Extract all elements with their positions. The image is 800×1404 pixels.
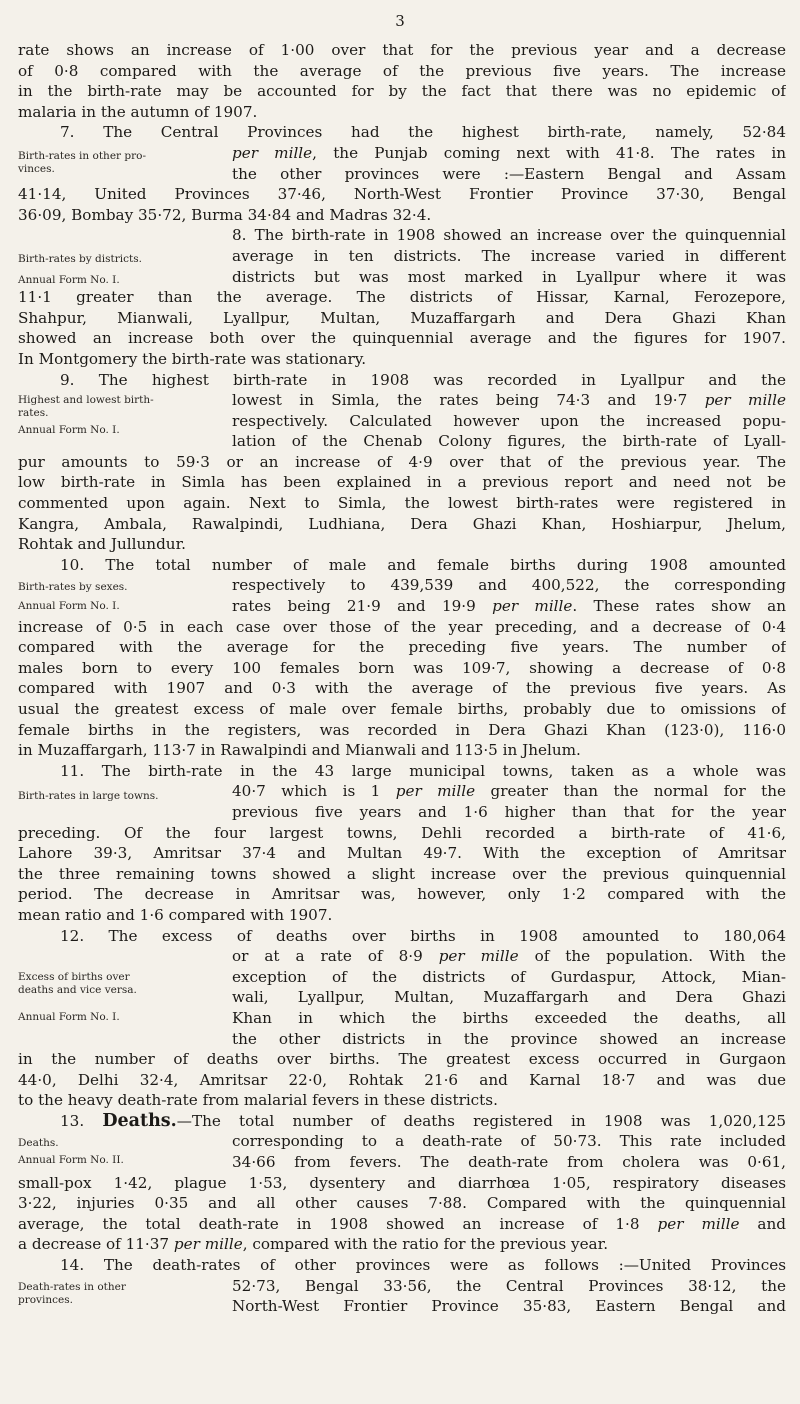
text-line: rates being 21·9 and 19·9 per mille. These rates show an xyxy=(232,597,786,616)
text-line: period. The decrease in Amritsar was, however, only 1·2 compared with the xyxy=(18,885,786,904)
text-line: mean ratio and 1·6 compared with 1907. xyxy=(18,905,333,924)
text-line: per mille, the Punjab coming next with 41·8. The rates in xyxy=(232,143,786,162)
text-line: compared with the average for the preceding five years. The number of xyxy=(18,638,786,657)
text-line: preceding. Of the four largest towns, Dehli recorded a birth-rate of 41·6, xyxy=(18,823,786,842)
text-line: 12. The excess of deaths over births in 1908 amounted to 180,064 xyxy=(60,926,786,945)
text-line: female births in the registers, was recorded in Dera Ghazi Khan (123·0), 116·0 xyxy=(18,720,786,739)
text-line: lation of the Chenab Colony figures, the birth-rate of Lyall- xyxy=(232,432,786,451)
text-line: lowest in Simla, the rates being 74·3 and 19·7 per mille xyxy=(232,391,786,410)
text-line: showed an increase both over the quinquennial average and the figures for 1907. xyxy=(18,329,786,348)
page-number: 3 xyxy=(395,12,405,30)
text-line: compared with 1907 and 0·3 with the average of the previous five years. As xyxy=(18,679,786,698)
text-line: Lahore 39·3, Amritsar 37·4 and Multan 49·7. With the exception of Amritsar xyxy=(18,844,786,863)
text-line: corresponding to a death-rate of 50·73. This rate included xyxy=(232,1132,786,1151)
text-line: 36·09, Bombay 35·72, Burma 34·84 and Madras 32·4. xyxy=(18,205,432,224)
text-line: 41·14, United Provinces 37·46, North-West Frontier Province 37·30, Bengal xyxy=(18,185,786,204)
text-line: to the heavy death-rate from malarial fevers in these districts. xyxy=(18,1091,498,1110)
text-line: 8. The birth-rate in 1908 showed an increase over the quinquennial xyxy=(232,226,786,245)
margin-note: Birth-rates by sexes. Annual Form No. I. xyxy=(18,580,128,612)
text-line: Shahpur, Mianwali, Lyallpur, Multan, Muzaffargarh and Dera Ghazi Khan xyxy=(18,308,786,327)
text-line: the other provinces were :—Eastern Bengal and Assam xyxy=(232,164,786,183)
text-line: districts but was most marked in Lyallpur where it was xyxy=(232,267,786,286)
text-line: exception of the districts of Gurdaspur, Attock, Mian- xyxy=(232,967,786,986)
text-line: a decrease of 11·37 per mille, compared with the ratio for the previous year. xyxy=(18,1235,609,1254)
text-line: average in ten districts. The increase varied in different xyxy=(232,246,786,265)
text-line: usual the greatest excess of male over female births, probably due to omissions of xyxy=(18,700,786,718)
text-line: 40·7 which is 1 per mille greater than the normal for the xyxy=(232,782,786,801)
text-line: 11. The birth-rate in the 43 large municipal towns, taken as a whole was xyxy=(60,761,786,780)
text-line: 11·1 greater than the average. The districts of Hissar, Karnal, Ferozepore, xyxy=(18,288,786,307)
text-line: respectively to 439,539 and 400,522, the corresponding xyxy=(232,576,786,595)
text-line: Rohtak and Jullundur. xyxy=(18,535,187,554)
paragraph-continuation xyxy=(18,40,786,122)
text-line: Kangra, Ambala, Rawalpindi, Ludhiana, Dera Ghazi Khan, Hoshiarpur, Jhelum, xyxy=(18,514,786,533)
text-line: North-West Frontier Province 35·83, Eastern Bengal and xyxy=(232,1297,786,1316)
text-line: in the number of deaths over births. The greatest excess occurred in Gurgaon xyxy=(18,1050,786,1069)
text-line: In Montgomery the birth-rate was stationary. xyxy=(18,349,367,368)
text-line: 44·0, Delhi 32·4, Amritsar 22·0, Rohtak 21·6 and Karnal 18·7 and was due xyxy=(18,1070,786,1089)
paragraph-7 xyxy=(18,122,786,225)
text-line: of 0·8 compared with the average of the previous five years. The increase xyxy=(18,61,786,80)
margin-note: Birth-rates in other pro- vinces. xyxy=(18,150,147,176)
margin-note: Death-rates in other provinces. xyxy=(18,1281,126,1307)
text-line: 14. The death-rates of other provinces were as follows :—United Provinces xyxy=(60,1256,786,1275)
text-line: rate shows an increase of 1·00 over that for the previous year and a decrease xyxy=(18,41,786,59)
paragraph-10 xyxy=(18,555,786,761)
text-line: increase of 0·5 in each case over those of the year preceding, and a decrease of 0·4 xyxy=(18,617,786,636)
text-line: in the birth-rate may be accounted for by the fact that there was no epidemic of xyxy=(18,82,786,101)
text-line: in Muzaffargarh, 113·7 in Rawalpindi and Mianwali and 113·5 in Jhelum. xyxy=(18,741,581,760)
text-line: low birth-rate in Simla has been explained in a previous report and need not be xyxy=(18,473,786,492)
text-line: average, the total death-rate in 1908 showed an increase of 1·8 per mille and xyxy=(18,1214,786,1233)
text-line: 7. The Central Provinces had the highest birth-rate, namely, 52·84 xyxy=(60,123,786,142)
paragraph-14 xyxy=(18,1255,786,1317)
text-line: pur amounts to 59·3 or an increase of 4·9 over that of the previous year. The xyxy=(18,452,786,471)
text-line: 9. The highest birth-rate in 1908 was recorded in Lyallpur and the xyxy=(60,370,786,389)
text-line: males born to every 100 females born was 109·7, showing a decrease of 0·8 xyxy=(18,658,786,677)
paragraph-9 xyxy=(18,370,786,555)
text-line: respectively. Calculated however upon the increased popu- xyxy=(232,411,786,430)
text-line: 52·73, Bengal 33·56, the Central Provinces 38·12, the xyxy=(232,1276,786,1295)
margin-note: Birth-rates by districts. Annual Form No. I. xyxy=(18,253,142,287)
text-line: small-pox 1·42, plague 1·53, dysentery and diarrhœa 1·05, respiratory diseases xyxy=(18,1173,786,1192)
text-line: wali, Lyallpur, Multan, Muzaffargarh and Dera Ghazi xyxy=(232,988,786,1007)
text-line: commented upon again. Next to Simla, the lowest birth-rates were registered in xyxy=(18,494,786,513)
margin-note: Deaths. Annual Form No. II. xyxy=(18,1136,124,1166)
paragraph-8 xyxy=(18,225,786,369)
text-line: or at a rate of 8·9 per mille of the population. With the xyxy=(232,947,786,966)
margin-note: Highest and lowest birth- rates. Annual Form No. I. xyxy=(18,393,154,436)
paragraph-12 xyxy=(18,926,786,1111)
text-line: 3·22, injuries 0·35 and all other causes 7·88. Compared with the quinquennial xyxy=(18,1194,786,1213)
text-line: the three remaining towns showed a slight increase over the previous quinquennial xyxy=(18,864,786,883)
text-line: 10. The total number of male and female births during 1908 amounted xyxy=(60,555,786,574)
text-line: Khan in which the births exceeded the deaths, all xyxy=(232,1008,786,1027)
page-body xyxy=(18,40,786,1317)
margin-note: Excess of births over deaths and vice versa. Annual Form No. I. xyxy=(18,970,137,1023)
text-line: previous five years and 1·6 higher than that for the year xyxy=(232,802,786,821)
paragraph-11 xyxy=(18,761,786,926)
text-line: malaria in the autumn of 1907. xyxy=(18,102,258,121)
text-line: 13. Deaths.—The total number of deaths registered in 1908 was 1,020,125 xyxy=(60,1110,786,1131)
text-line: 34·66 from fevers. The death-rate from cholera was 0·61, xyxy=(232,1153,786,1172)
paragraph-13 xyxy=(18,1111,786,1255)
margin-note: Birth-rates in large towns. xyxy=(18,789,159,802)
text-line: the other districts in the province showed an increase xyxy=(232,1029,786,1048)
